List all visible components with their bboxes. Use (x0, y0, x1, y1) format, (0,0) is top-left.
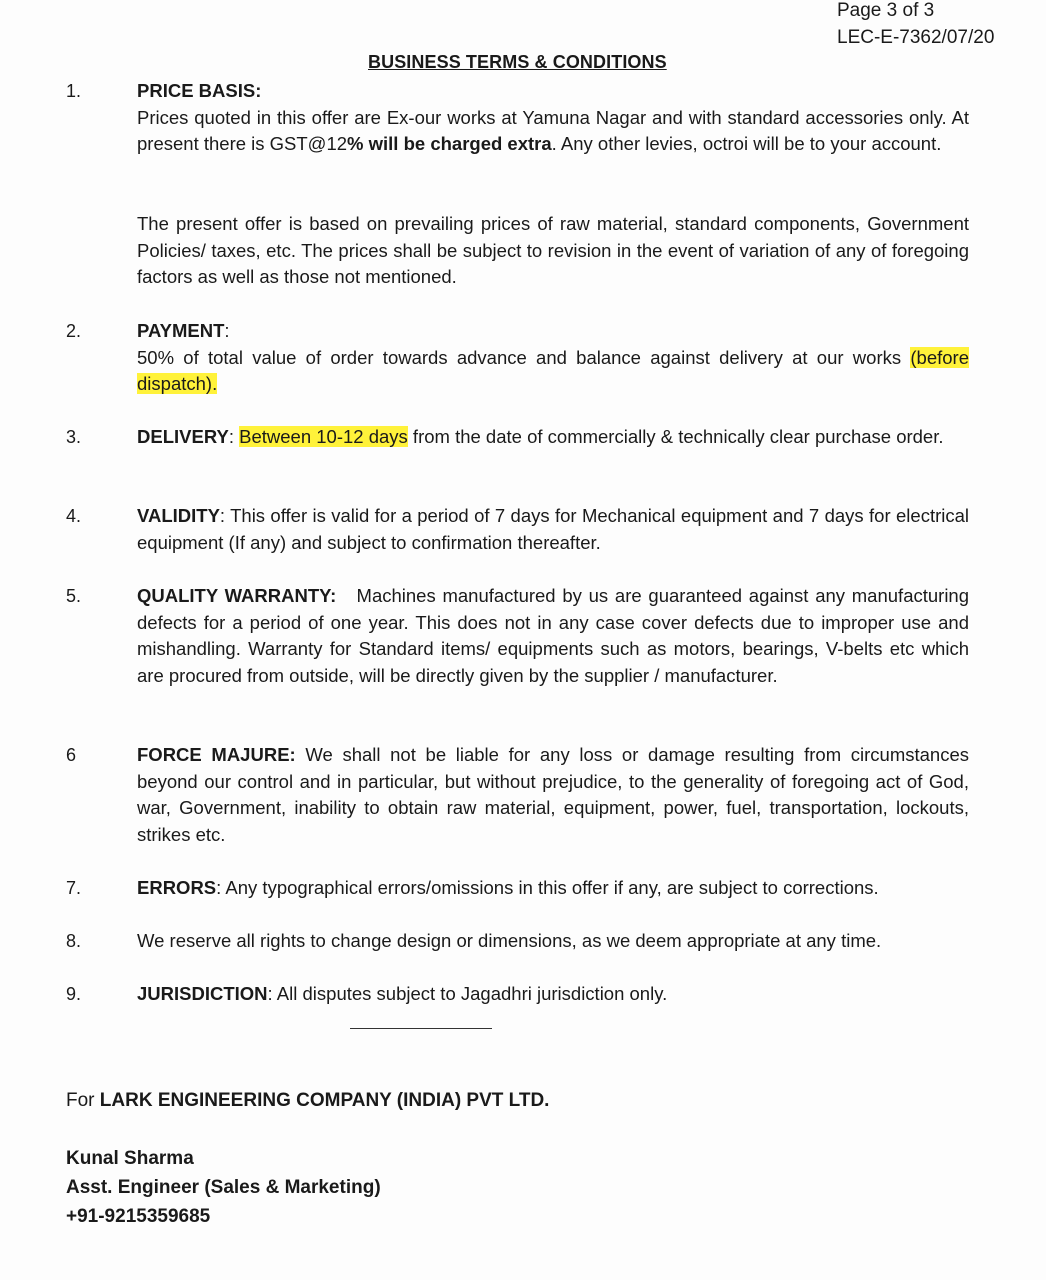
section-price-basis (137, 78, 969, 158)
price-text: Prices quoted in this offer are Ex-our works at Yamuna Nagar and with standard accessories only. At present there is GST@12 (137, 106, 969, 154)
section-number: 3. (66, 427, 82, 447)
section-quality-warranty (137, 583, 969, 689)
heading-colon: : (224, 320, 230, 341)
section-errors (137, 875, 969, 902)
price-paragraph-2: The present offer is based on prevailing prices of raw material, standard components, Government Policies/ taxes, etc. The prices shall be subject to revision in the event of variation of any of foregoing factors as well as those not mentioned. (137, 213, 969, 287)
jurisdiction-text: : All disputes subject to Jagadhri jurisdiction only. (267, 983, 668, 1004)
section-heading: QUALITY WARRANTY: (137, 585, 337, 606)
section-number: 2. (66, 321, 82, 341)
heading-colon: : (228, 426, 240, 447)
divider (350, 1028, 492, 1029)
section-heading: DELIVERY (137, 426, 229, 447)
section-force-majure (137, 742, 969, 848)
reference-number: LEC-E-7362/07/20 (837, 27, 995, 48)
section-heading: FORCE MAJURE: (137, 744, 296, 765)
section-jurisdiction (137, 981, 969, 1008)
signatory-name: Kunal Sharma (66, 1148, 194, 1169)
section-number: 9. (66, 984, 82, 1004)
section-number: 1. (66, 81, 82, 101)
price-text-bold: % will be charged extra (347, 133, 552, 154)
payment-highlight: (before dispatch). (137, 346, 970, 394)
document-title: BUSINESS TERMS & CONDITIONS (368, 52, 667, 72)
section-number: 8. (66, 931, 82, 951)
payment-text: 50% of total value of order towards advance and balance against delivery at our works (137, 346, 902, 368)
section-heading: VALIDITY (137, 505, 220, 526)
section-heading: PRICE BASIS: (137, 80, 262, 101)
section-rights: We reserve all rights to change design or dimensions, as we deem appropriate at any time. (137, 930, 882, 951)
validity-text: : This offer is valid for a period of 7 days for Mechanical equipment and 7 days for electrical equipment (If any) and subject to confirmation thereafter. (137, 505, 969, 553)
signatory-phone: +91-9215359685 (66, 1206, 211, 1227)
page-number: Page 3 of 3 (837, 0, 935, 21)
signatory-designation: Asst. Engineer (Sales & Marketing) (66, 1177, 381, 1198)
delivery-highlight: Between 10-12 days (239, 426, 408, 447)
errors-text: : Any typographical errors/omissions in this offer if any, are subject to corrections. (216, 877, 879, 898)
section-payment (137, 318, 969, 398)
company-name: LARK ENGINEERING COMPANY (INDIA) PVT LTD. (99, 1090, 550, 1111)
section-validity (137, 503, 969, 556)
section-number: 7. (66, 878, 82, 898)
price-text-end: . Any other levies, octroi will be to your account. (551, 133, 942, 154)
section-number: 5. (66, 586, 82, 606)
force-text: We shall not be liable for any loss or damage resulting from circumstances beyond our control and in particular, but without prejudice, to the generality of foregoing act of God, war, Government, inability to obtain raw material, equipment, power, fuel, transportation, lockouts, strikes etc. (137, 744, 970, 845)
section-heading: ERRORS (137, 877, 217, 898)
section-heading: JURISDICTION (137, 983, 268, 1004)
section-number: 6 (66, 745, 77, 765)
signature-company-line (66, 1086, 549, 1115)
for-prefix: For (66, 1090, 100, 1111)
section-number: 4. (66, 506, 82, 526)
section-heading: PAYMENT (137, 320, 225, 341)
section-delivery (137, 424, 969, 451)
delivery-text: from the date of commercially & technically clear purchase order. (407, 426, 944, 447)
warranty-text: Machines manufactured by us are guaranteed against any manufacturing defects for a period of one year. This does not in any case cover defects due to improper use and mishandling. Warranty for Standard items/ equipments such as motors, bearings, V-belts etc which are procured from outside, will be directly given by the supplier / manufacturer. (137, 585, 970, 686)
